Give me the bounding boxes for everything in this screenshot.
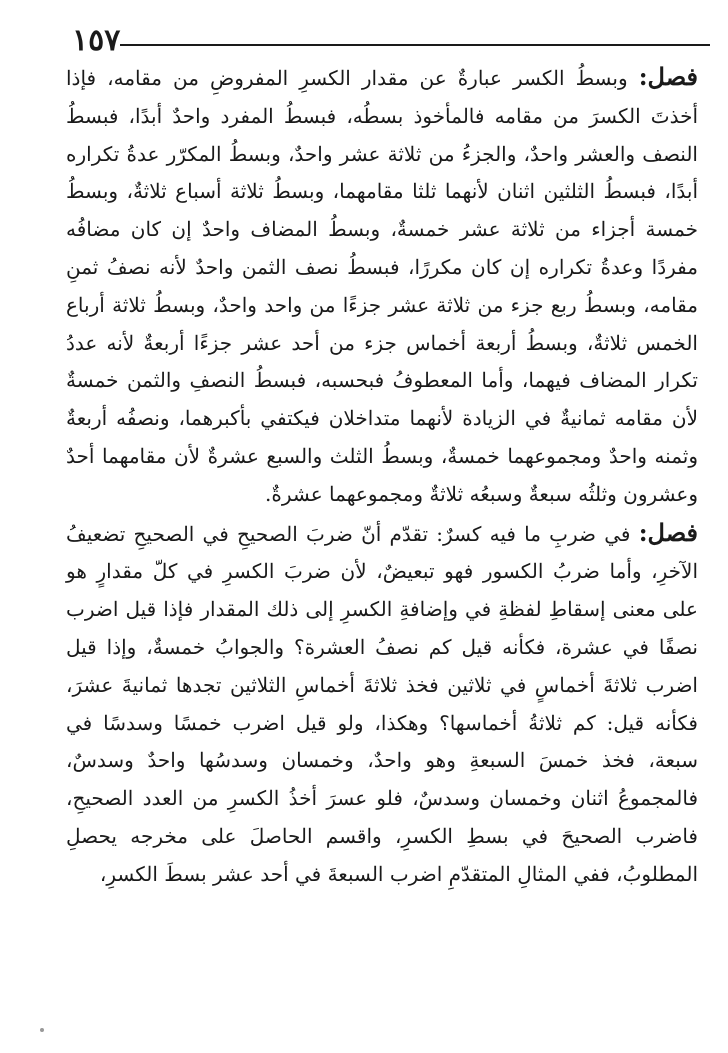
scan-speck — [40, 1028, 44, 1032]
section-text: في ضربِ ما فيه كسرٌ: تقدّم أنّ ضربَ الصحيحِ في الصحيحِ تضعيفُ الآخرِ، وأما ضربُ الكسور فهو تبعيضٌ، لأن ضربَ الكسرِ في كلّ مقدارٍ هو على معنى إسقاطِ لفظةِ في وإضافةِ الكسرِ إلى ذلك المقدار فإذا قيل اضرب نصفًا في عشرة، فكأنه قيل كم نصفُ العشرة؟ والجوابُ خمسةٌ، وإذا قيل اضرب ثلاثةَ أخماسٍ في ثلاثين فخذ ثلاثةَ أخماسِ الثلاثين تجدها ثمانيةَ عشرَ، فكأنه قيل: كم ثلاثةُ أخماسها؟ وهكذا، ولو قيل اضرب خمسًا وسدسًا في سبعة، فخذ خمسَ السبعةِ وهو واحدٌ، وخمسان وسدسُها واحدٌ وسدسٌ، فالمجموعُ اثنان وخمسان وسدسٌ، فلو عسرَ أخذُ الكسرِ من العدد الصحيحِ، فاضرب الصحيحَ في بسطِ الكسرِ، واقسم الحاصلَ على مخرجه يحصلِ المطلوبُ، ففي المثالِ المتقدّمِ اضرب السبعةَ في أحد عشر بسطَ الكسرِ، — [66, 521, 699, 886]
body-text — [66, 58, 698, 894]
page-header — [30, 22, 710, 62]
page-number: ١٥٧ — [72, 23, 121, 58]
section-heading: فصل: — [638, 517, 699, 547]
section-text: وبسطُ الكسر عبارةٌ عن مقدار الكسرِ المفروضِ من مقامه، فإذا أخذتَ الكسرَ من مقامه فالمأخوذ بسطُه، فبسطُ المفرد واحدٌ أبدًا، فبسطُ النصف والعشر واحدٌ، والجزءُ من ثلاثة عشر واحدٌ، وبسطُ المكرّر عدةُ تكراره أبدًا، فبسطُ الثلثين اثنان لأنهما ثلثا مقامهما، وبسطُ ثلاثة أسباع ثلاثةٌ، وبسطُ خمسة أجزاء من ثلاثة عشر خمسةٌ، وبسطُ المضاف واحدٌ إن كان مضافُه مفردًا وعدةُ تكراره إن كان مكررًا، فبسطُ نصف الثمن واحدٌ لأنه نصفُ ثمنِ مقامه، وبسطُ ربع جزء من ثلاثة عشر جزءًا من واحد واحدٌ، وبسطُ ثلاثة أرباع الخمس ثلاثةٌ، وبسطُ أربعة أخماس جزء من أحد عشر جزءًا أربعةٌ لأنه عددُ تكرار المضاف فيهما، وأما المعطوفُ فبحسبه، فبسطُ النصفِ والثمن خمسةٌ لأن مقامه ثمانيةٌ في الزيادة لأنهما متداخلان فيكتفي بأكبرهما، ونصفُه أربعةٌ وثمنه واحدٌ ومجموعهما خمسةٌ، وبسطُ الثلث والسبع عشرةٌ لأن مقامهما أحدٌ وعشرون وثلثُه سبعةٌ وسبعُه ثلاثةٌ ومجموعهما عشرةٌ. — [66, 66, 698, 506]
section-heading: فصل: — [638, 62, 699, 91]
section-paragraph — [66, 58, 698, 514]
section-paragraph — [66, 514, 698, 894]
header-rule — [120, 44, 710, 46]
